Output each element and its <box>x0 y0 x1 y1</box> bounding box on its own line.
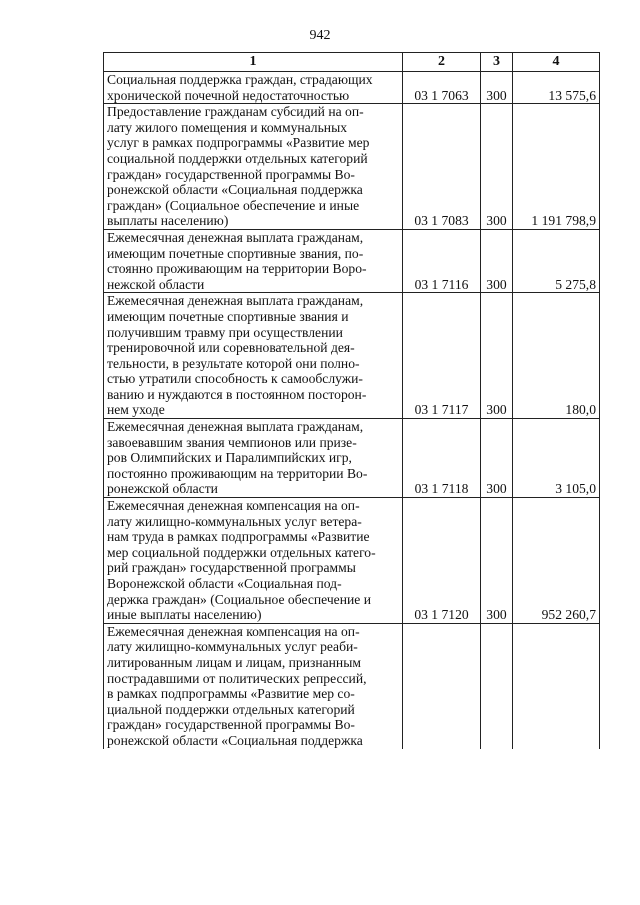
description-line: ронежской области «Социальная поддержка <box>107 732 363 748</box>
row-code: 03 1 7118 <box>403 419 481 498</box>
row-amount <box>513 623 600 748</box>
row-amount: 5 275,8 <box>513 229 600 292</box>
description-line: Ежемесячная денежная компенсация на оп- <box>107 623 360 639</box>
row-amount: 13 575,6 <box>513 72 600 104</box>
description-line: хронической почечной недостаточностью <box>107 87 350 103</box>
description-line: лату жилого помещения и коммунальных <box>107 119 347 135</box>
table-row <box>104 293 600 419</box>
table-body <box>104 72 600 749</box>
row-description <box>104 419 403 498</box>
description-line: иные выплаты населению) <box>107 607 262 623</box>
description-line: граждан» государственной программы Во- <box>107 166 355 182</box>
table-row <box>104 419 600 498</box>
description-line: ронежской области <box>107 481 218 497</box>
row-code: 03 1 7083 <box>403 104 481 230</box>
description-line: стоянно проживающим на территории Воро- <box>107 261 367 277</box>
row-code: 03 1 7116 <box>403 229 481 292</box>
description-line: ванию и нуждаются в постоянном посторон- <box>107 386 367 402</box>
description-line: тренировочной или соревновательной дея- <box>107 340 355 356</box>
description-line: Воронежской области «Социальная под- <box>107 576 342 591</box>
description-line: социальной поддержки отдельных категорий <box>107 150 368 166</box>
row-description <box>104 623 403 748</box>
description-line: Ежемесячная денежная выплата гражданам, <box>107 229 364 245</box>
table-row <box>104 229 600 292</box>
description-line: ров Олимпийских и Паралимпийских игр, <box>107 450 352 466</box>
description-line: рий граждан» государственной программы <box>107 560 356 576</box>
row-amount: 3 105,0 <box>513 419 600 498</box>
page-number: 942 <box>309 28 331 43</box>
description-line: Социальная поддержка граждан, страдающих <box>107 72 373 87</box>
row-expense-type: 300 <box>481 293 513 419</box>
row-description <box>104 104 403 230</box>
table-row <box>104 104 600 230</box>
header-col-2: 2 <box>403 53 481 72</box>
description-line: постоянно проживающим на территории Во- <box>107 465 368 481</box>
description-line: тельности, в результате которой они полно- <box>107 355 360 371</box>
description-line: стью утратили способность к самообслужи- <box>107 371 363 387</box>
row-code: 03 1 7117 <box>403 293 481 419</box>
row-expense-type: 300 <box>481 498 513 624</box>
description-line: имеющим почетные спортивные звания, по- <box>107 245 364 261</box>
row-amount: 180,0 <box>513 293 600 419</box>
row-expense-type <box>481 623 513 748</box>
description-line: Ежемесячная денежная выплата гражданам, <box>107 293 364 309</box>
description-line: нем уходе <box>107 402 165 418</box>
row-description <box>104 498 403 624</box>
row-description <box>104 72 403 104</box>
row-expense-type: 300 <box>481 104 513 230</box>
header-row <box>104 53 600 72</box>
description-line: циальной поддержки отдельных категорий <box>107 701 355 717</box>
budget-table <box>103 52 600 749</box>
description-line: завоевавшим звания чемпионов или призе- <box>107 434 357 450</box>
row-code: 03 1 7120 <box>403 498 481 624</box>
table-row <box>104 623 600 748</box>
description-line: услуг в рамках подпрограммы «Развитие мер <box>107 135 370 151</box>
description-line: граждан» (Социальное обеспечение и иные <box>107 197 360 213</box>
description-line: получившим травму при осуществлении <box>107 324 343 340</box>
row-expense-type: 300 <box>481 229 513 292</box>
description-line: имеющим почетные спортивные звания и <box>107 308 349 324</box>
description-line: пострадавшими от политических репрессий, <box>107 670 367 686</box>
description-line: ронежской области «Социальная поддержка <box>107 182 363 198</box>
description-line: Предоставление гражданам субсидий на оп- <box>107 104 364 120</box>
table-header <box>104 53 600 72</box>
row-amount: 952 260,7 <box>513 498 600 624</box>
row-description <box>104 229 403 292</box>
table-row <box>104 72 600 104</box>
description-line: держка граждан» (Социальное обеспечение и <box>107 591 371 607</box>
row-amount: 1 191 798,9 <box>513 104 600 230</box>
header-col-1: 1 <box>104 53 403 72</box>
description-line: в рамках подпрограммы «Развитие мер со- <box>107 686 355 702</box>
row-expense-type: 300 <box>481 419 513 498</box>
row-expense-type: 300 <box>481 72 513 104</box>
description-line: литированным лицам и лицам, признанным <box>107 654 361 670</box>
description-line: Ежемесячная денежная выплата гражданам, <box>107 419 364 435</box>
description-line: лату жилищно-коммунальных услуг ветера- <box>107 513 362 529</box>
description-line: граждан» государственной программы Во- <box>107 717 355 733</box>
description-line: выплаты населению) <box>107 213 229 229</box>
row-code: 03 1 7063 <box>403 72 481 104</box>
description-line: Ежемесячная денежная компенсация на оп- <box>107 498 360 514</box>
table-row <box>104 498 600 624</box>
description-line: нежской области <box>107 276 205 292</box>
header-col-3: 3 <box>481 53 513 72</box>
row-description <box>104 293 403 419</box>
header-col-4: 4 <box>513 53 600 72</box>
row-code <box>403 623 481 748</box>
description-line: нам труда в рамках подпрограммы «Развитие <box>107 529 370 545</box>
description-line: мер социальной поддержки отдельных катего- <box>107 544 376 560</box>
description-line: лату жилищно-коммунальных услуг реаби- <box>107 639 358 655</box>
